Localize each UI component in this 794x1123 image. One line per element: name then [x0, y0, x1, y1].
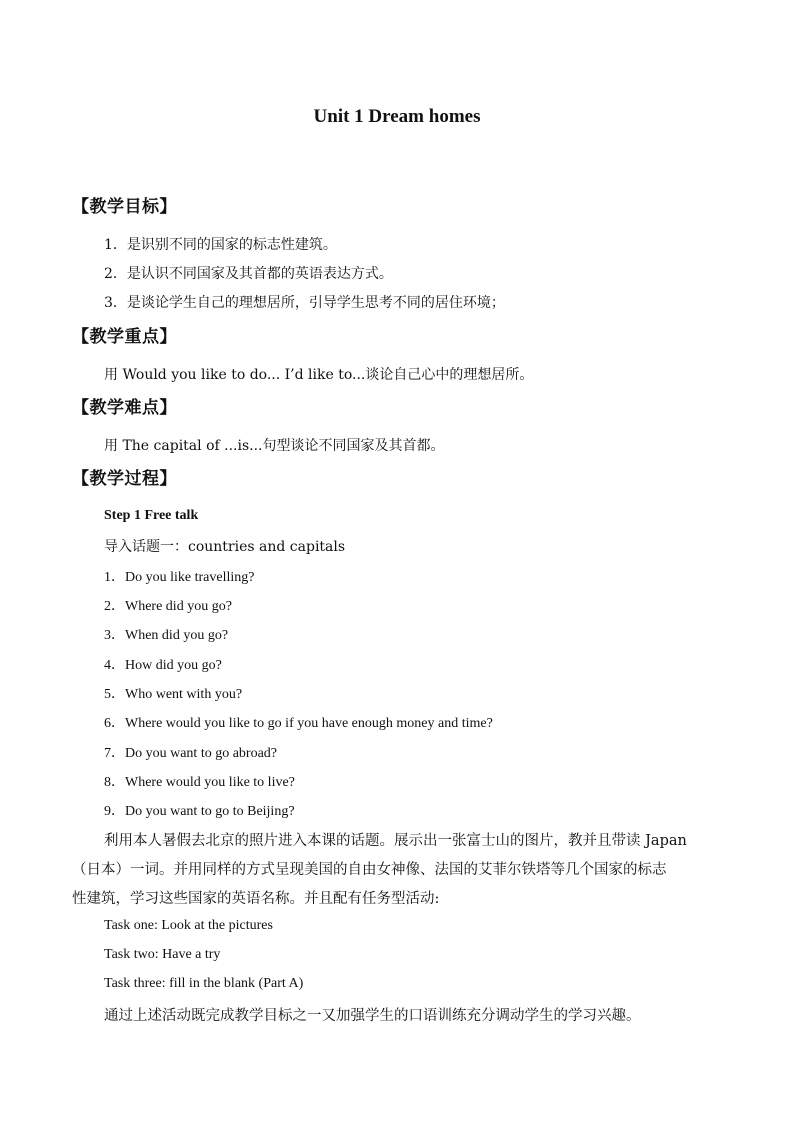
focus-text: 用 Would you like to do... I’d like to...谈论自己心中的理想居所。 [104, 367, 534, 383]
goals-heading: 【教学目标】 [72, 197, 177, 217]
difficulty-text: 用 The capital of ...is...句型谈论不同国家及其首都。 [104, 438, 445, 454]
goal-item: 3．是谈论学生自己的理想居所，引导学生思考不同的居住环境； [104, 295, 505, 311]
difficulty-heading: 【教学难点】 [72, 398, 177, 418]
paragraph-line: （日本）一词。并用同样的方式呈现美国的自由女神像、法国的艾菲尔铁塔等几个国家的标志 [72, 862, 667, 878]
closing-text: 通过上述活动既完成教学目标之一又加强学生的口语训练充分调动学生的学习兴趣。 [104, 1008, 641, 1024]
task-item: Task one: Look at the pictures [104, 918, 273, 933]
question-item: 7．Do you want to go abroad? [104, 746, 278, 761]
task-item: Task two: Have a try [104, 947, 221, 962]
step-title: Step 1 Free talk [104, 508, 199, 523]
question-item: 2．Where did you go? [104, 599, 232, 614]
goal-item: 2．是认识不同国家及其首都的英语表达方式。 [104, 266, 393, 282]
focus-heading: 【教学重点】 [72, 327, 177, 347]
paragraph-line: 利用本人暑假去北京的照片进入本课的话题。展示出一张富士山的图片，教并且带读 Japan [104, 833, 687, 849]
goal-item: 1．是识别不同的国家的标志性建筑。 [104, 237, 337, 253]
process-heading: 【教学过程】 [72, 469, 177, 489]
question-item: 4．How did you go? [104, 658, 222, 673]
question-item: 9．Do you want to go to Beijing? [104, 804, 295, 819]
document-title: Unit 1 Dream homes [313, 106, 481, 127]
paragraph-line: 性建筑，学习这些国家的英语名称。并且配有任务型活动: [72, 891, 440, 907]
question-item: 5．Who went with you? [104, 687, 243, 702]
question-item: 1．Do you like travelling? [104, 570, 255, 585]
question-item: 3．When did you go? [104, 628, 229, 643]
question-item: 6．Where would you like to go if you have enough money and time? [104, 716, 493, 731]
question-item: 8．Where would you like to live? [104, 775, 295, 790]
task-item: Task three: fill in the blank (Part A) [104, 976, 304, 991]
topic-intro: 导入话题一：countries and capitals [104, 539, 346, 555]
